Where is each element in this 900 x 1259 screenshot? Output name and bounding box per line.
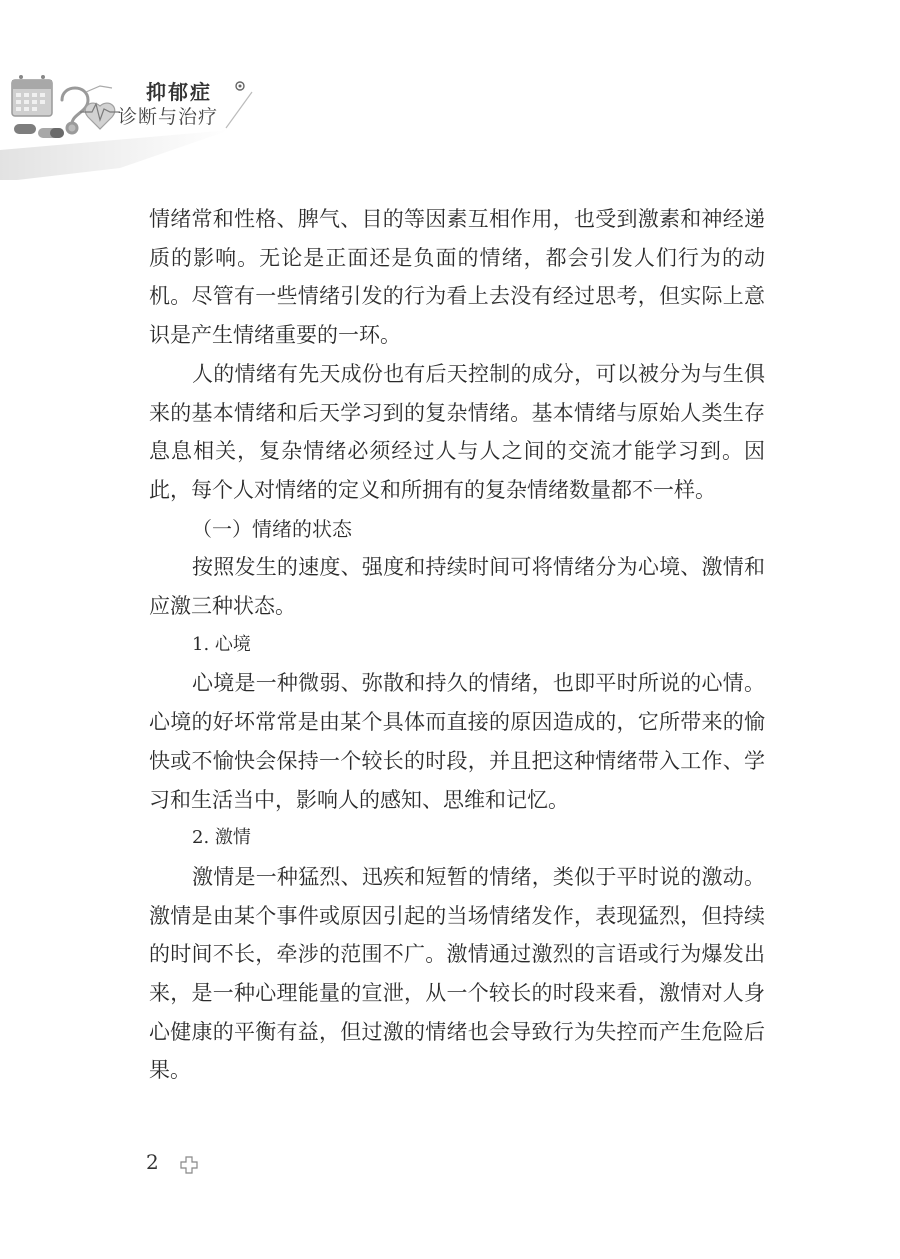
paragraph-4: 心境是一种微弱、弥散和持久的情绪，也即平时所说的心情。心境的好坏常常是由某个具体而直接的原因造成的，它所带来的愉快或不愉快会保持一个较长的时段，并且把这种情绪带入工作、学习和生活当中，影响人的感知、思维和记忆。 [149,671,765,812]
book-subtitle: 诊断与治疗 [118,106,219,128]
paragraph-2: 人的情绪有先天成份也有后天控制的成分，可以被分为与生俱来的基本情绪和后天学习到的复杂情绪。基本情绪与原始人类生存息息相关，复杂情绪必须经过人与人之间的交流才能学习到。因此，每个人对情绪的定义和所拥有的复杂情绪数量都不一样。 [149,361,765,502]
calendar-icon [12,75,52,116]
paragraph-3: 按照发生的速度、强度和持续时间可将情绪分为心境、激情和应激三种状态。 [149,555,765,619]
book-title: 抑郁症 [146,80,212,104]
header-decoration [0,0,900,180]
pills-icon [14,124,64,138]
cross-outline-icon [180,1156,198,1174]
stethoscope-icon [62,88,88,133]
page-header [0,0,900,180]
subsection-heading-2: 2. 激情 [192,827,251,849]
section-heading: （一）情绪的状态 [192,516,352,541]
page-body [149,200,765,1090]
subsection-heading-1: 1. 心境 [192,633,251,655]
paragraph-1: 情绪常和性格、脾气、目的等因素互相作用，也受到激素和神经递质的影响。无论是正面还是负面的情绪，都会引发人们行为的动机。尽管有一些情绪引发的行为看上去没有经过思考，但实际上意识是产生情绪重要的一环。 [149,207,765,348]
paragraph-5: 激情是一种猛烈、迅疾和短暂的情绪，类似于平时说的激动。激情是由某个事件或原因引起的当场情绪发作，表现猛烈，但持续的时间不长，牵涉的范围不广。激情通过激烈的言语或行为爆发出来，是一种心理能量的宣泄，从一个较长的时段来看，激情对人身心健康的平衡有益，但过激的情绪也会导致行为失控而产生危险后果。 [149,864,765,1083]
page-number: 2 [146,1150,159,1174]
